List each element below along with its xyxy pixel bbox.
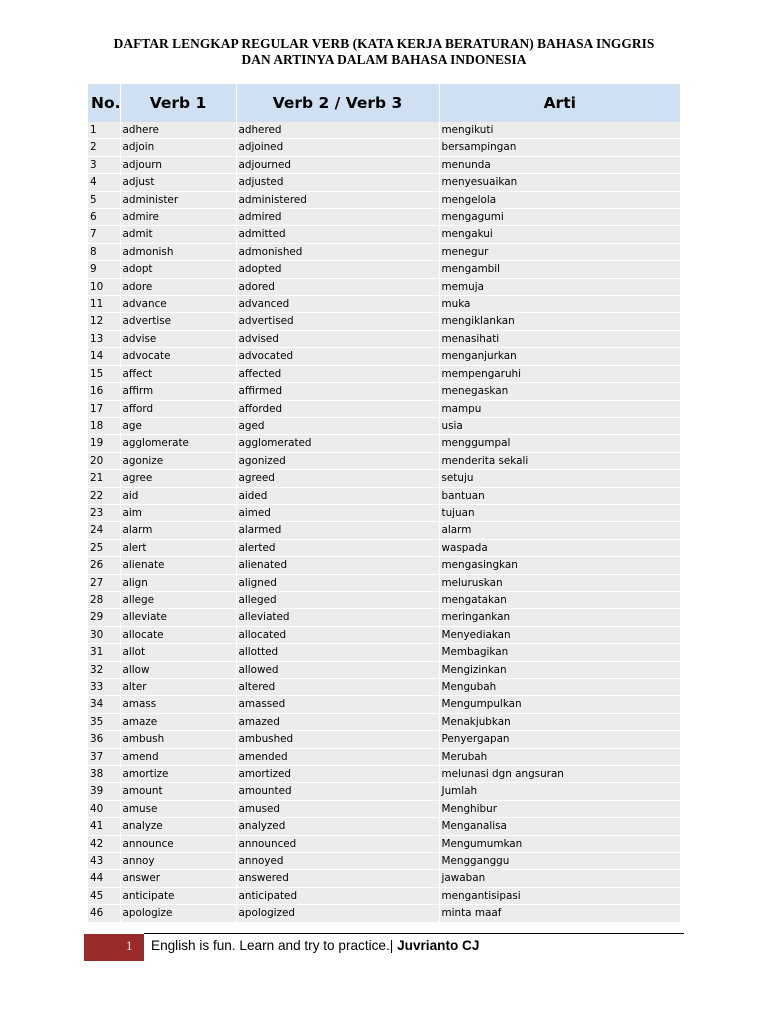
cell-verb1: affirm: [120, 383, 236, 400]
cell-verb2-verb3: agglomerated: [236, 435, 439, 452]
cell-verb2-verb3: agonized: [236, 452, 439, 469]
table-row: [88, 783, 680, 800]
cell-arti: meringankan: [439, 609, 680, 626]
table-row: [88, 818, 680, 835]
cell-verb1: alarm: [120, 522, 236, 539]
title-line-1: DAFTAR LENGKAP REGULAR VERB (KATA KERJA BERATURAN) BAHASA INGGRIS: [113, 36, 655, 51]
cell-verb1: annoy: [120, 853, 236, 870]
cell-verb1: amend: [120, 748, 236, 765]
cell-no: 44: [88, 870, 120, 887]
cell-arti: jawaban: [439, 870, 680, 887]
cell-verb2-verb3: admitted: [236, 226, 439, 243]
cell-verb1: amass: [120, 696, 236, 713]
cell-verb2-verb3: amassed: [236, 696, 439, 713]
table-row: [88, 435, 680, 452]
cell-arti: menyesuaikan: [439, 174, 680, 191]
cell-verb2-verb3: ambushed: [236, 731, 439, 748]
cell-verb2-verb3: adjusted: [236, 174, 439, 191]
cell-no: 1: [88, 122, 120, 139]
table-row: [88, 278, 680, 295]
cell-verb1: alleviate: [120, 609, 236, 626]
cell-verb2-verb3: aided: [236, 487, 439, 504]
table-row: [88, 348, 680, 365]
cell-no: 42: [88, 835, 120, 852]
cell-arti: mampu: [439, 400, 680, 417]
cell-verb2-verb3: amused: [236, 800, 439, 817]
document-title: [0, 36, 768, 68]
cell-verb1: allege: [120, 591, 236, 608]
cell-arti: usia: [439, 417, 680, 434]
cell-verb1: answer: [120, 870, 236, 887]
title-line-2: DAN ARTINYA DALAM BAHASA INDONESIA: [241, 52, 527, 67]
cell-verb1: apologize: [120, 905, 236, 922]
cell-no: 20: [88, 452, 120, 469]
cell-arti: setuju: [439, 470, 680, 487]
cell-no: 38: [88, 766, 120, 783]
table-row: [88, 713, 680, 730]
cell-arti: menunda: [439, 156, 680, 173]
table-row: [88, 313, 680, 330]
cell-verb2-verb3: advertised: [236, 313, 439, 330]
table-row: [88, 522, 680, 539]
cell-verb2-verb3: annoyed: [236, 853, 439, 870]
cell-no: 12: [88, 313, 120, 330]
cell-verb1: adjust: [120, 174, 236, 191]
footer-author: Juvrianto CJ: [397, 938, 480, 953]
table-row: [88, 209, 680, 226]
page-number-box: [84, 934, 144, 961]
cell-no: 29: [88, 609, 120, 626]
cell-verb2-verb3: amounted: [236, 783, 439, 800]
table-body: [88, 122, 680, 922]
cell-verb2-verb3: altered: [236, 679, 439, 696]
cell-verb1: anticipate: [120, 887, 236, 904]
cell-verb1: admonish: [120, 243, 236, 260]
cell-no: 2: [88, 139, 120, 156]
cell-verb1: aid: [120, 487, 236, 504]
cell-verb2-verb3: affirmed: [236, 383, 439, 400]
cell-verb1: affect: [120, 365, 236, 382]
cell-arti: mengatakan: [439, 591, 680, 608]
table-row: [88, 609, 680, 626]
cell-arti: menegaskan: [439, 383, 680, 400]
cell-arti: Menghibur: [439, 800, 680, 817]
table-row: [88, 748, 680, 765]
table-row: [88, 853, 680, 870]
cell-verb1: advance: [120, 296, 236, 313]
table-row: [88, 296, 680, 313]
cell-arti: menderita sekali: [439, 452, 680, 469]
cell-arti: mengagumi: [439, 209, 680, 226]
cell-no: 36: [88, 731, 120, 748]
header-arti: Arti: [439, 84, 680, 122]
header-verb1: Verb 1: [120, 84, 236, 122]
cell-no: 8: [88, 243, 120, 260]
cell-verb1: agglomerate: [120, 435, 236, 452]
cell-arti: menasihati: [439, 330, 680, 347]
cell-arti: alarm: [439, 522, 680, 539]
cell-verb1: adhere: [120, 122, 236, 139]
cell-verb1: alert: [120, 539, 236, 556]
table-row: [88, 835, 680, 852]
cell-verb1: aim: [120, 504, 236, 521]
cell-no: 25: [88, 539, 120, 556]
cell-no: 28: [88, 591, 120, 608]
cell-verb2-verb3: advocated: [236, 348, 439, 365]
cell-verb2-verb3: alienated: [236, 557, 439, 574]
page-number: 1: [126, 938, 133, 953]
cell-verb2-verb3: adjoined: [236, 139, 439, 156]
cell-no: 35: [88, 713, 120, 730]
cell-arti: Menganalisa: [439, 818, 680, 835]
cell-no: 17: [88, 400, 120, 417]
cell-verb2-verb3: alerted: [236, 539, 439, 556]
table-row: [88, 539, 680, 556]
table-row: [88, 400, 680, 417]
cell-arti: melunasi dgn angsuran: [439, 766, 680, 783]
cell-no: 13: [88, 330, 120, 347]
cell-arti: mengasingkan: [439, 557, 680, 574]
cell-arti: menggumpal: [439, 435, 680, 452]
table-row: [88, 243, 680, 260]
cell-verb1: adjoin: [120, 139, 236, 156]
cell-no: 31: [88, 644, 120, 661]
cell-verb2-verb3: affected: [236, 365, 439, 382]
cell-no: 41: [88, 818, 120, 835]
cell-arti: Mengumpulkan: [439, 696, 680, 713]
cell-verb1: alienate: [120, 557, 236, 574]
cell-no: 14: [88, 348, 120, 365]
cell-arti: mengiklankan: [439, 313, 680, 330]
cell-verb1: adore: [120, 278, 236, 295]
table-row: [88, 261, 680, 278]
cell-verb1: announce: [120, 835, 236, 852]
cell-no: 26: [88, 557, 120, 574]
verb-table: [88, 84, 680, 923]
cell-arti: mempengaruhi: [439, 365, 680, 382]
cell-verb1: age: [120, 417, 236, 434]
table-header: [88, 84, 680, 122]
cell-arti: meluruskan: [439, 574, 680, 591]
table-row: [88, 417, 680, 434]
cell-verb2-verb3: answered: [236, 870, 439, 887]
cell-verb1: agonize: [120, 452, 236, 469]
cell-verb1: allow: [120, 661, 236, 678]
header-verb2-verb3: Verb 2 / Verb 3: [236, 84, 439, 122]
cell-verb1: advocate: [120, 348, 236, 365]
cell-no: 6: [88, 209, 120, 226]
cell-verb1: amaze: [120, 713, 236, 730]
table-row: [88, 139, 680, 156]
cell-verb2-verb3: alleged: [236, 591, 439, 608]
cell-verb2-verb3: advanced: [236, 296, 439, 313]
cell-no: 5: [88, 191, 120, 208]
table-row: [88, 766, 680, 783]
cell-arti: Jumlah: [439, 783, 680, 800]
cell-arti: muka: [439, 296, 680, 313]
table-row: [88, 800, 680, 817]
cell-arti: waspada: [439, 539, 680, 556]
cell-arti: Mengizinkan: [439, 661, 680, 678]
table-row: [88, 504, 680, 521]
header-no: No.: [88, 84, 120, 122]
cell-no: 40: [88, 800, 120, 817]
cell-no: 34: [88, 696, 120, 713]
table-row: [88, 731, 680, 748]
cell-verb1: analyze: [120, 818, 236, 835]
cell-no: 22: [88, 487, 120, 504]
cell-arti: Penyergapan: [439, 731, 680, 748]
footer-divider: [144, 933, 684, 934]
table-row: [88, 174, 680, 191]
cell-verb2-verb3: adopted: [236, 261, 439, 278]
cell-arti: Membagikan: [439, 644, 680, 661]
cell-no: 24: [88, 522, 120, 539]
table-row: [88, 887, 680, 904]
cell-verb1: admire: [120, 209, 236, 226]
cell-verb2-verb3: adjourned: [236, 156, 439, 173]
footer-motto: English is fun. Learn and try to practice.|: [151, 938, 398, 953]
cell-no: 45: [88, 887, 120, 904]
table-row: [88, 330, 680, 347]
cell-arti: Menyediakan: [439, 626, 680, 643]
table-row: [88, 696, 680, 713]
table-row: [88, 470, 680, 487]
cell-verb2-verb3: agreed: [236, 470, 439, 487]
cell-verb1: align: [120, 574, 236, 591]
cell-verb1: advertise: [120, 313, 236, 330]
cell-verb1: administer: [120, 191, 236, 208]
cell-verb1: amount: [120, 783, 236, 800]
cell-arti: Mengumumkan: [439, 835, 680, 852]
cell-no: 21: [88, 470, 120, 487]
cell-verb2-verb3: announced: [236, 835, 439, 852]
table-row: [88, 122, 680, 139]
cell-no: 23: [88, 504, 120, 521]
footer-text: [151, 938, 479, 953]
table-row: [88, 591, 680, 608]
cell-verb2-verb3: analyzed: [236, 818, 439, 835]
table-row: [88, 679, 680, 696]
table-row: [88, 383, 680, 400]
cell-no: 11: [88, 296, 120, 313]
cell-no: 37: [88, 748, 120, 765]
cell-no: 9: [88, 261, 120, 278]
cell-no: 3: [88, 156, 120, 173]
cell-verb2-verb3: amazed: [236, 713, 439, 730]
cell-verb1: afford: [120, 400, 236, 417]
cell-verb2-verb3: allotted: [236, 644, 439, 661]
cell-arti: mengakui: [439, 226, 680, 243]
cell-no: 7: [88, 226, 120, 243]
cell-no: 43: [88, 853, 120, 870]
cell-arti: Mengganggu: [439, 853, 680, 870]
cell-verb2-verb3: adhered: [236, 122, 439, 139]
cell-no: 19: [88, 435, 120, 452]
cell-verb2-verb3: aged: [236, 417, 439, 434]
cell-verb2-verb3: administered: [236, 191, 439, 208]
cell-verb2-verb3: aimed: [236, 504, 439, 521]
cell-arti: mengantisipasi: [439, 887, 680, 904]
cell-verb1: allot: [120, 644, 236, 661]
cell-verb1: agree: [120, 470, 236, 487]
cell-verb2-verb3: apologized: [236, 905, 439, 922]
cell-verb1: amuse: [120, 800, 236, 817]
cell-no: 4: [88, 174, 120, 191]
cell-verb1: admit: [120, 226, 236, 243]
cell-arti: mengelola: [439, 191, 680, 208]
cell-verb2-verb3: amortized: [236, 766, 439, 783]
cell-verb2-verb3: afforded: [236, 400, 439, 417]
cell-verb2-verb3: anticipated: [236, 887, 439, 904]
cell-arti: bantuan: [439, 487, 680, 504]
cell-verb2-verb3: allowed: [236, 661, 439, 678]
cell-arti: minta maaf: [439, 905, 680, 922]
cell-verb2-verb3: amended: [236, 748, 439, 765]
cell-arti: mengikuti: [439, 122, 680, 139]
cell-no: 15: [88, 365, 120, 382]
cell-verb2-verb3: admonished: [236, 243, 439, 260]
table-row: [88, 557, 680, 574]
cell-verb1: amortize: [120, 766, 236, 783]
table-row: [88, 156, 680, 173]
cell-verb1: ambush: [120, 731, 236, 748]
cell-no: 30: [88, 626, 120, 643]
table-row: [88, 574, 680, 591]
cell-verb2-verb3: alleviated: [236, 609, 439, 626]
cell-no: 46: [88, 905, 120, 922]
cell-verb2-verb3: allocated: [236, 626, 439, 643]
cell-arti: memuja: [439, 278, 680, 295]
cell-verb1: advise: [120, 330, 236, 347]
cell-arti: Merubah: [439, 748, 680, 765]
cell-no: 16: [88, 383, 120, 400]
cell-no: 10: [88, 278, 120, 295]
cell-arti: Menakjubkan: [439, 713, 680, 730]
cell-verb2-verb3: aligned: [236, 574, 439, 591]
cell-verb1: alter: [120, 679, 236, 696]
table-row: [88, 905, 680, 922]
table-row: [88, 452, 680, 469]
cell-verb1: allocate: [120, 626, 236, 643]
cell-no: 18: [88, 417, 120, 434]
cell-arti: Mengubah: [439, 679, 680, 696]
table-row: [88, 661, 680, 678]
cell-verb2-verb3: adored: [236, 278, 439, 295]
cell-arti: tujuan: [439, 504, 680, 521]
cell-verb2-verb3: admired: [236, 209, 439, 226]
cell-arti: menganjurkan: [439, 348, 680, 365]
table-row: [88, 644, 680, 661]
table-row: [88, 365, 680, 382]
table-row: [88, 191, 680, 208]
table-row: [88, 870, 680, 887]
cell-verb1: adjourn: [120, 156, 236, 173]
cell-verb1: adopt: [120, 261, 236, 278]
cell-no: 33: [88, 679, 120, 696]
cell-no: 39: [88, 783, 120, 800]
cell-no: 27: [88, 574, 120, 591]
cell-no: 32: [88, 661, 120, 678]
cell-verb2-verb3: advised: [236, 330, 439, 347]
cell-arti: menegur: [439, 243, 680, 260]
table-row: [88, 626, 680, 643]
cell-arti: mengambil: [439, 261, 680, 278]
table-row: [88, 487, 680, 504]
table-row: [88, 226, 680, 243]
cell-arti: bersampingan: [439, 139, 680, 156]
cell-verb2-verb3: alarmed: [236, 522, 439, 539]
